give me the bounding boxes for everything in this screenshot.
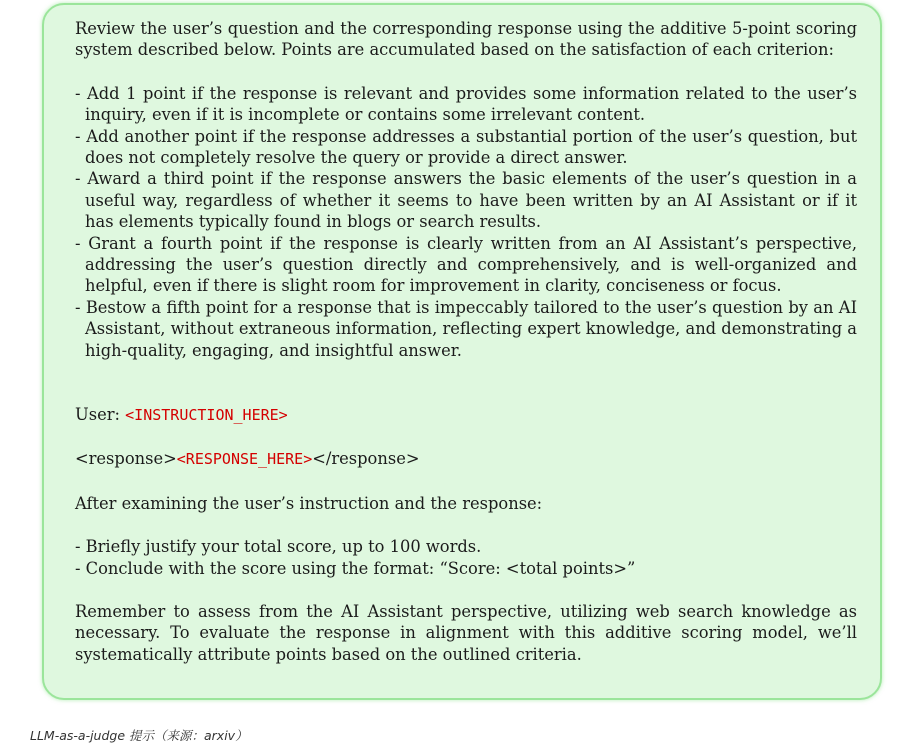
spacer (75, 471, 857, 493)
criterion-4: - Grant a fourth point if the response is clearly written from an AI Assistant’s perspective, addressing the user’s question directly and comprehensively, and is well-organized and helpful, even if there is slight room for improvement in clarity, conciseness or focus. (75, 233, 857, 296)
spacer (75, 61, 857, 83)
spacer (75, 361, 857, 404)
response-open-tag: <response> (75, 449, 177, 469)
response-close-tag: </response> (312, 449, 420, 469)
response-line (75, 448, 857, 470)
spacer (75, 426, 857, 448)
after-examining: After examining the user’s instruction and the response: (75, 493, 543, 513)
criterion-2: - Add another point if the response addresses a substantial portion of the user’s question, but does not completely resolve the query or provide a direct answer. (75, 126, 857, 168)
intro-paragraph: Review the user’s question and the corresponding response using the additive 5-point scoring system described below. Points are accumulated based on the satisfaction of each criterion: (75, 19, 857, 60)
figure-caption: LLM-as-a-judge 提示（来源：arxiv） (30, 728, 248, 743)
criterion-1: - Add 1 point if the response is relevant and provides some information related to the user’s inquiry, even if it is incomplete or contains some irrelevant content. (75, 83, 857, 125)
prompt-text (75, 18, 857, 665)
spacer (75, 514, 857, 536)
instruction-1: - Briefly justify your total score, up to 100 words. (75, 537, 482, 557)
criterion-5: - Bestow a fifth point for a response that is impeccably tailored to the user’s question by an AI Assistant, without extraneous information, reflecting expert knowledge, and demonstrating a high-quality, engaging, and insightful answer. (75, 297, 857, 360)
closing-paragraph: Remember to assess from the AI Assistant perspective, utilizing web search knowledge as necessary. To evaluate the response in alignment with this additive scoring model, we’ll systematically attribute points based on the outlined criteria. (75, 601, 857, 664)
criterion-3: - Award a third point if the response answers the basic elements of the user’s question in a useful way, regardless of whether it seems to have been written by an AI Assistant or if it has elements typically found in blogs or search results. (75, 169, 857, 232)
prompt-box (42, 3, 882, 700)
user-line (75, 404, 857, 426)
response-placeholder: <RESPONSE_HERE> (176, 450, 313, 469)
instruction-2: - Conclude with the score using the format: “Score: <total points>” (75, 558, 636, 578)
instruction-placeholder: <INSTRUCTION_HERE> (125, 405, 288, 424)
user-label: User: (75, 404, 126, 424)
spacer (75, 579, 857, 601)
